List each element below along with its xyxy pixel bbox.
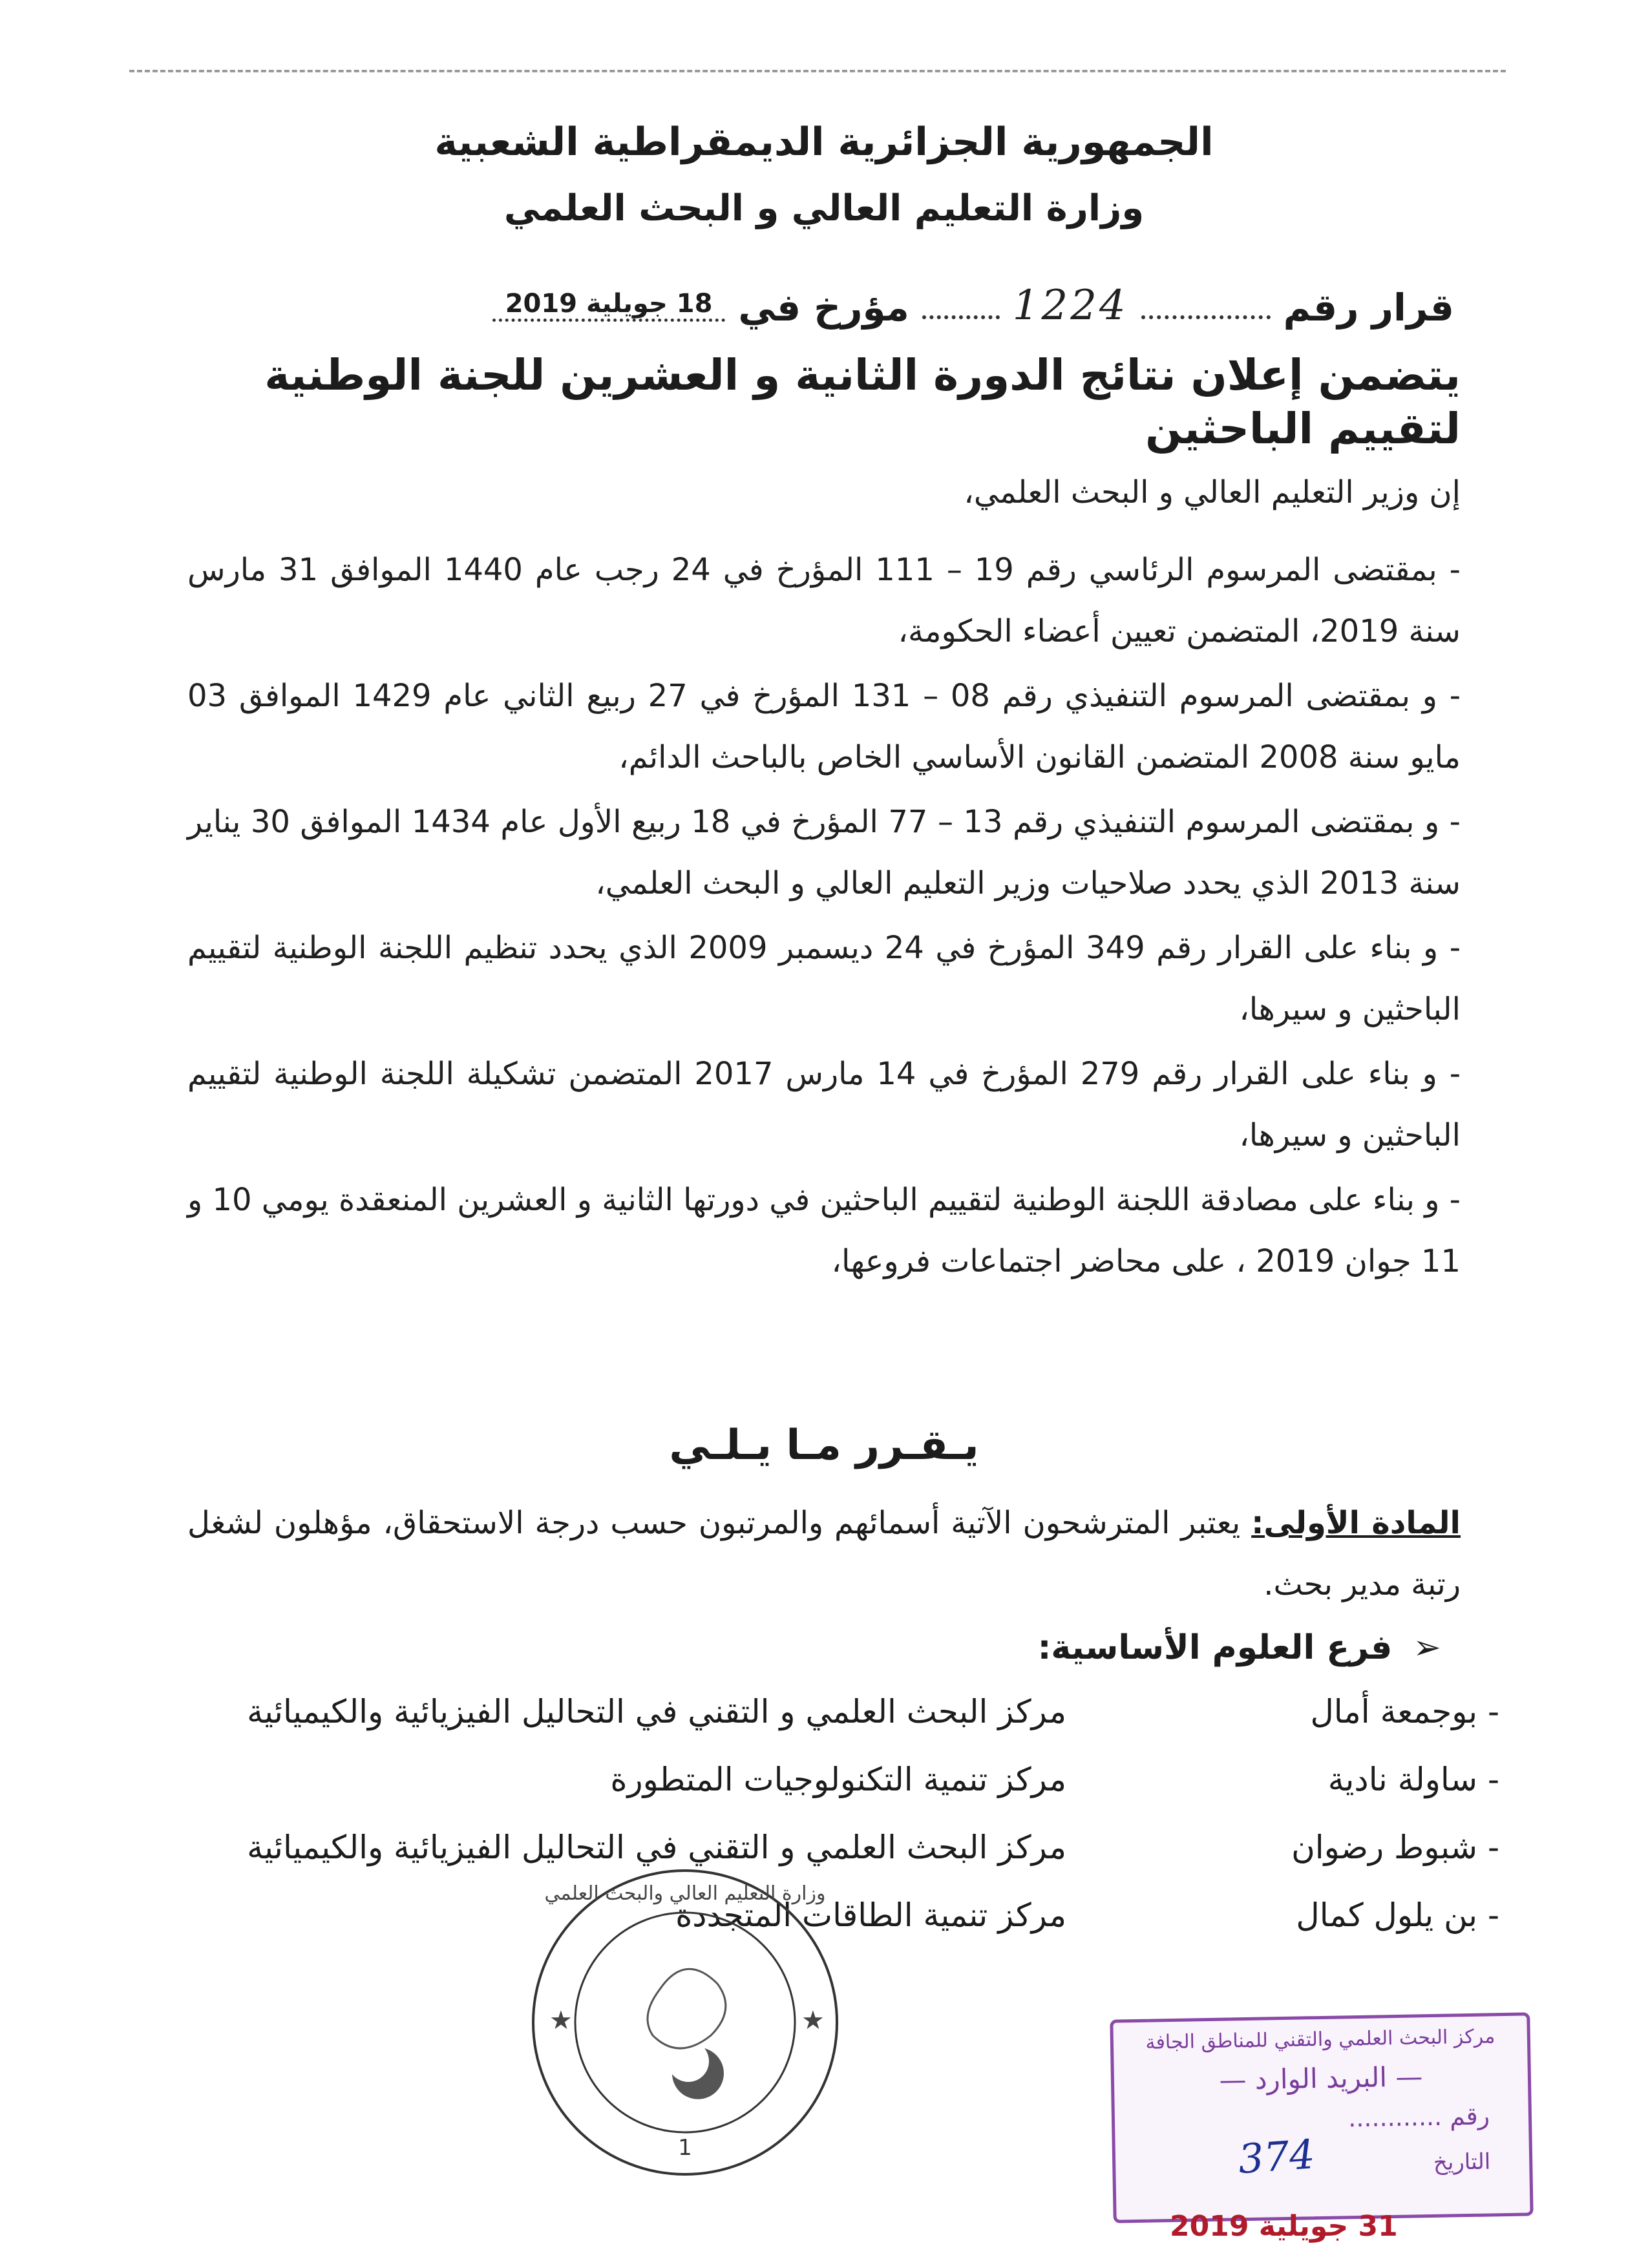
candidate-name: - بوجمعة أمال [1310,1693,1499,1730]
stamp-org: مركز البحث العلمي والتقني للمناطق الجافة [1145,2025,1495,2054]
dotted-fill [922,309,1000,319]
stamp-title: — البريد الوارد — [1219,2061,1423,2096]
recital-3: - و بمقتضى المرسوم التنفيذي رقم 13 – 77 المؤرخ في 18 ربيع الأول عام 1434 الموافق 30 يناير سنة 2013 الذي يحدد صلاحيات وزير التعليم العالي و البحث العلمي، [187,804,1461,901]
recital-5: - و بناء على القرار رقم 279 المؤرخ في 14 مارس 2017 المتضمن تشكيلة اللجنة الوطنية لتقييم الباحثين و سيرها، [187,1056,1461,1153]
seal-inner-ring [575,1913,795,2132]
candidate-name: - شبوط رضوان [1291,1829,1499,1866]
seal-text: وزارة التعليم العالي والبحث العلمي [544,1882,826,1905]
decides-heading: يـقـرر مـا يـلـي [669,1422,979,1469]
candidate-row [0,1693,1648,1758]
decree-number-value: 1224 [1012,282,1128,330]
page-number: 1 [678,2135,692,2161]
recital-4: - و بناء على القرار رقم 349 المؤرخ في 24 ديسمبر 2009 الذي يحدد تنظيم اللجنة الوطنية لتقييم الباحثين و سيرها، [187,930,1461,1027]
stamp-date: 31 جويلية 2019 [1170,2210,1398,2243]
candidate-row [0,1761,1648,1825]
ministry-header: وزارة التعليم العالي و البحث العلمي [503,187,1145,229]
seal-star-icon: ★ [801,2006,825,2035]
candidate-center: مركز البحث العلمي و التقني في التحاليل الفيزيائية والكيميائية [247,1829,1066,1866]
seal-emblem-icon [648,1969,726,2048]
candidate-name: - ساولة نادية [1327,1761,1499,1798]
recital-2: - و بمقتضى المرسوم التنفيذي رقم 08 – 131 المؤرخ في 27 ربيع الثاني عام 1429 الموافق 03 مايو سنة 2008 المتضمن القانون الأساسي الخاص بالباحث الدائم، [187,678,1461,775]
arrow-bullet-icon: ➢ [1413,1628,1441,1667]
stamp-date-label: التاريخ [1433,2148,1491,2176]
decree-date-value: 18 جويلية 2019 [492,289,726,322]
stamp-number-label: رقم ............ [1347,2101,1490,2133]
stamp-number: 374 [1236,2130,1316,2183]
branch-heading [924,1628,1441,1667]
decree-dated-label: مؤرخ في [738,286,909,330]
decree-subject: يتضمن إعلان نتائج الدورة الثانية و العشرين للجنة الوطنية لتقييم الباحثين [264,350,1461,454]
received-mail-stamp [1110,2012,1533,2223]
recital-6: - و بناء على مصادقة اللجنة الوطنية لتقييم الباحثين في دورتها الثانية و العشرين المنعقدة يومي 10 و 11 جوان 2019 ، على محاضر اجتماعات فروعها، [187,1182,1461,1279]
article-one-label: المادة الأولى: [1251,1505,1461,1541]
decree-number-label: قرار رقم [1283,286,1454,330]
minister-line: إن وزير التعليم العالي و البحث العلمي، [964,474,1461,510]
ministry-seal [523,1861,847,2197]
recital-1: - بمقتضى المرسوم الرئاسي رقم 19 – 111 المؤرخ في 24 رجب عام 1440 الموافق 31 مارس سنة 2019، المتضمن تعيين أعضاء الحكومة، [187,552,1461,649]
candidate-center: مركز البحث العلمي و التقني في التحاليل الفيزيائية والكيميائية [247,1693,1066,1730]
seal-outer-ring [533,1871,837,2174]
article-one-text: يعتبر المترشحون الآتية أسمائهم والمرتبون حسب درجة الاستحقاق، مؤهلون لشغل رتبة مدير بحث. [187,1505,1461,1602]
top-separator [129,70,1506,72]
candidate-name: - بن يلول كمال [1296,1896,1499,1934]
article-one [187,1493,1461,1615]
candidate-center: مركز تنمية الطاقات المتجددة [675,1896,1066,1934]
seal-star-icon: ★ [549,2006,573,2035]
republic-header: الجمهورية الجزائرية الديمقراطية الشعبية [434,120,1214,165]
dotted-fill [1141,309,1271,319]
branch-title: فرع العلوم الأساسية: [1037,1628,1393,1667]
candidate-center: مركز تنمية التكنولوجيات المتطورة [610,1761,1066,1798]
seal-crescent-icon [672,2048,724,2099]
decree-number-line [485,271,1454,330]
